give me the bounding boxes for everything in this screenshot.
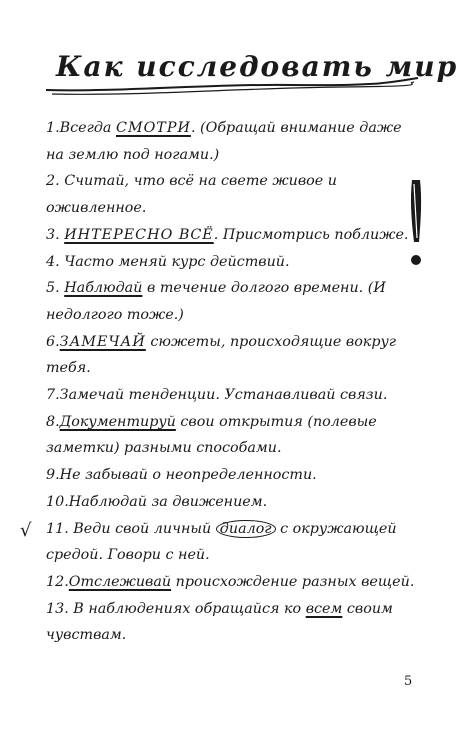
item-number: 4. xyxy=(46,253,60,270)
list-item xyxy=(46,168,416,221)
underlined-caps-text: СМОТРИ xyxy=(116,120,191,136)
item-number: 9. xyxy=(46,467,60,484)
underlined-text: Документируй xyxy=(59,413,176,430)
item-text: сюжеты, происходящие вокруг тебя. xyxy=(46,333,397,377)
check-icon: √ xyxy=(20,520,32,541)
list-item xyxy=(46,115,416,168)
item-text: Считай, что всё на свете живое и оживленное. xyxy=(46,173,337,217)
item-text: Замечай тенденции. Устанавливай связи. xyxy=(59,387,388,404)
page-title: Как исследовать мир xyxy=(56,50,459,83)
item-text: своим чувствам. xyxy=(46,600,393,644)
list-item xyxy=(46,409,416,462)
item-number: 7. xyxy=(46,387,60,404)
item-text: Веди свой личный xyxy=(68,520,216,537)
item-number: 6. xyxy=(46,333,60,350)
item-text: . Присмотрись поближе. xyxy=(213,226,409,243)
item-text: В наблюдениях обращайся ко xyxy=(68,600,306,617)
item-text: Не забывай о неопределенности. xyxy=(59,467,317,484)
item-number: 13. xyxy=(46,600,69,617)
title-underline xyxy=(42,70,422,100)
item-text: происхождение разных вещей. xyxy=(171,573,415,590)
underlined-caps-text: ЗАМЕЧАЙ xyxy=(59,333,146,350)
underlined-text: Наблюдай xyxy=(64,280,143,297)
list-item xyxy=(46,275,416,328)
underlined-caps-text: ИНТЕРЕСНО ВСЁ xyxy=(64,226,214,243)
list-item xyxy=(46,489,416,516)
item-number: 10. xyxy=(46,493,69,510)
item-number: 5. xyxy=(46,280,60,297)
item-text: в течение долгого времени. (И недолгого тоже.) xyxy=(46,280,386,323)
underlined-text: всем xyxy=(305,600,343,617)
list-item xyxy=(46,382,416,409)
list-item xyxy=(46,596,416,649)
circled-text: диалог xyxy=(216,520,276,538)
item-number: 12. xyxy=(46,573,69,590)
instructions-list xyxy=(46,115,416,649)
item-text: свои открытия (полевые заметки) разными способами. xyxy=(46,413,377,457)
underlined-text: Отслеживай xyxy=(68,573,172,590)
list-item xyxy=(46,249,416,276)
item-number: 3. xyxy=(46,226,60,243)
item-number: 2. xyxy=(46,173,60,190)
item-text: Наблюдай за движением. xyxy=(68,493,268,510)
list-item xyxy=(46,329,416,382)
item-number: 11. xyxy=(46,520,69,537)
item-text: . (Обращай внимание даже на землю под ногами.) xyxy=(46,120,402,163)
item-text: Часто меняй курс действий. xyxy=(59,253,290,270)
page-number: 5 xyxy=(404,674,413,689)
exclamation-icon xyxy=(404,178,428,270)
item-number: 1. xyxy=(46,120,60,136)
list-item xyxy=(46,516,416,569)
list-item xyxy=(46,222,416,249)
list-item xyxy=(46,569,416,596)
list-item xyxy=(46,462,416,489)
item-text: с окружающей средой. Говори с ней. xyxy=(46,520,397,564)
item-number: 8. xyxy=(46,413,60,430)
item-text: Всегда xyxy=(59,120,116,136)
